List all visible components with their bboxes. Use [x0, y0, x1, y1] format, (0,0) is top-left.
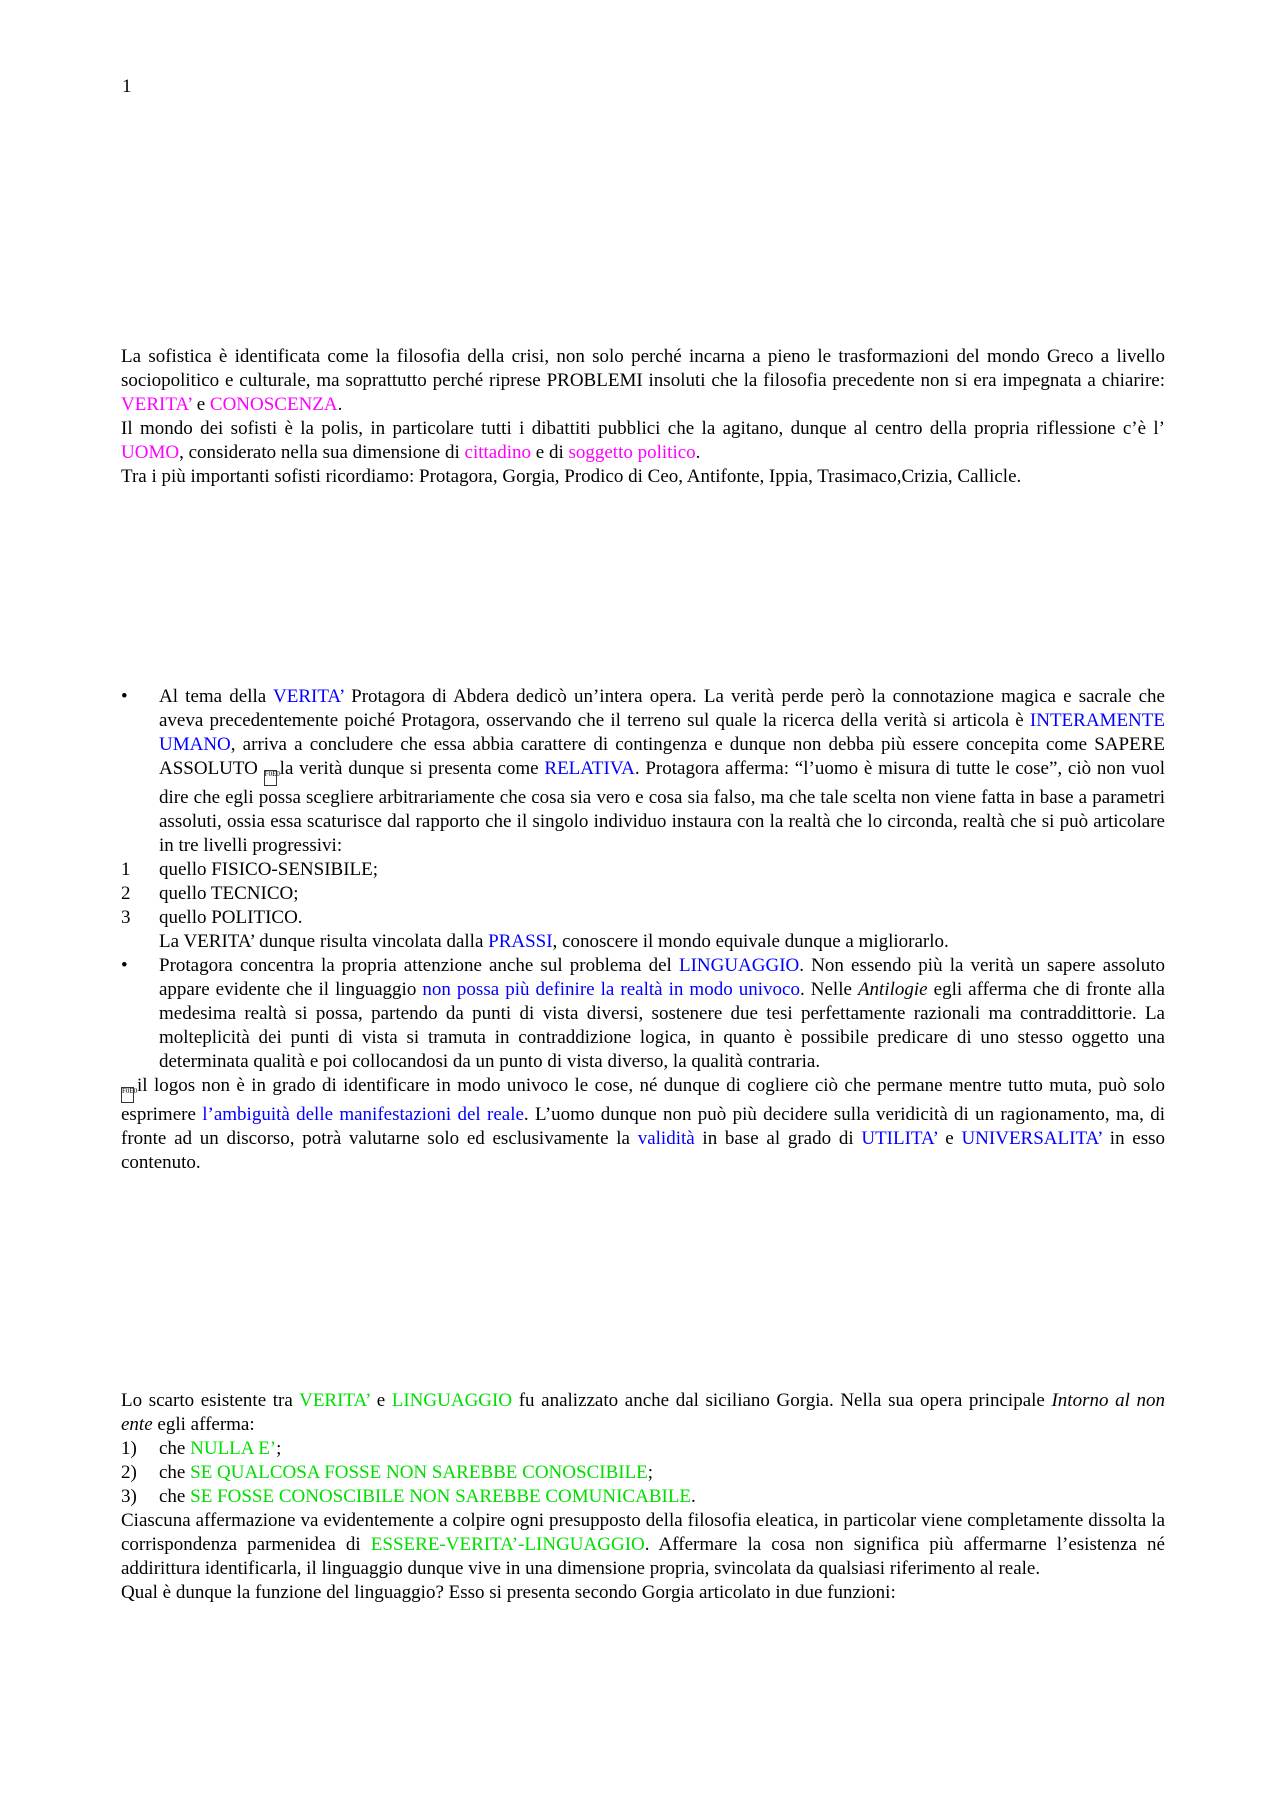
sofisti-list-paragraph: Tra i più importanti sofisti ricordiamo: Protagora, Gorgia, Prodico di Ceo, Antifonte, Ippia, Trasimaco,Crizia, Callicle. [121, 466, 1022, 487]
keyword-relativa: RELATIVA [544, 758, 635, 779]
list-item: 2 quello TECNICO; [121, 883, 299, 904]
keyword-essere-verita-linguaggio: ESSERE-VERITA’-LINGUAGGIO [370, 1534, 645, 1555]
arrow-symbol-icon: F0E0 [121, 1087, 134, 1103]
list-item: 3) che SE FOSSE CONOSCIBILE NON SAREBBE COMUNICABILE. [121, 1486, 696, 1507]
keyword-non-possa: non possa più definire la realtà in modo univoco [422, 979, 800, 1000]
keyword-ambiguita: l’ambiguità delle manifestazioni del reale [202, 1104, 524, 1125]
gorgia-section [121, 1389, 1165, 1605]
bullet-verita: • Al tema della VERITA’ Protagora di Abdera dedicò un’intera opera. La verità perde però la connotazione magica e sacrale che aveva precedentemente poiché Protagora, osservando che il terreno sul quale la ricerca della verità si articola è INTERAMENTE UMANO, arriva a concludere che essa abbia carattere di contingenza e dunque non debba più essere concepita come SAPERE ASSOLUTO F0E0la verità dunque si presenta come RELATIVA. Protagora afferma: “l’uomo è misura di tutte le cose”, ciò non vuol dire che egli possa scegliere arbitrariamente che cosa sia vero e cosa sia falso, ma che tale scelta non viene fatta in base a parametri assoluti, ossia essa scaturisce dal rapporto che il singolo individuo instaura con la realtà che lo circonda, realtà che si può articolare in tre livelli progressivi: [121, 686, 1165, 856]
eleatica-paragraph: Ciascuna affermazione va evidentemente a colpire ogni presupposto della filosofia eleatica, in particolar viene completamente dissolta la corrispondenza parmenidea di ESSERE-VERITA’-LINGUAGGIO. Affermare la cosa non significa più affermarne l’esistenza né addirittura identificarla, il linguaggio dunque vive in una dimensione propria, svincolata da qualsiasi riferimento al reale. [121, 1510, 1165, 1579]
keyword-verita: VERITA’ [121, 394, 192, 415]
funzione-paragraph: Qual è dunque la funzione del linguaggio? Esso si presenta secondo Gorgia articolato in due funzioni: [121, 1582, 896, 1603]
list-item: 1 quello FISICO-SENSIBILE; [121, 859, 379, 880]
bullet-marker: • [121, 686, 128, 707]
bullet-linguaggio: • Protagora concentra la propria attenzione anche sul problema del LINGUAGGIO. Non essendo più la verità un sapere assoluto appare evidente che il linguaggio non possa più definire la realtà in modo univoco. Nelle Antilogie egli afferma che di fronte alla medesima realtà si possa, partendo da punti di vista diversi, sostenere due tesi perfettamente razionali ma contraddittorie. La molteplicità dei punti di vista si tramuta in contraddizione logica, in quanto è possibile predicare di uno stesso oggetto una determinata qualità e poi collocandosi da un punto di vista diverso, la qualità contraria. [121, 955, 1165, 1072]
keyword-prassi: PRASSI [488, 931, 553, 952]
bullet-marker: • [121, 955, 128, 976]
list-item: 3 quello POLITICO. [121, 907, 303, 928]
logos-paragraph: F0E0il logos non è in grado di identificare in modo univoco le cose, né dunque di cogliere ciò che permane mentre tutto muta, può solo esprimere l’ambiguità delle manifestazioni del reale. L’uomo dunque non può più decidere sulla veridicità di un ragionamento, ma, di fronte ad un discorso, potrà valutarne solo ed esclusivamente la validità in base al grado di UTILITA’ e UNIVERSALITA’ in esso contenuto. [121, 1075, 1166, 1173]
page-number: 1 [122, 76, 132, 97]
list-item: 2) che SE QUALCOSA FOSSE NON SAREBBE CONOSCIBILE; [121, 1462, 654, 1483]
protagora-section [121, 685, 1165, 1175]
keyword-interamente-umano: INTERAMENTE UMANO [159, 710, 1165, 755]
polis-paragraph: Il mondo dei sofisti è la polis, in particolare tutti i dibattiti pubblici che la agitano, dunque al centro della propria riflessione c’è l’ UOMO, considerato nella sua dimensione di cittadino e di soggetto politico. [121, 418, 1165, 463]
keyword-universalita: UNIVERSALITA’ [961, 1128, 1103, 1149]
arrow-symbol-icon: F0E0 [264, 770, 277, 786]
title-antilogie: Antilogie [857, 979, 928, 1000]
keyword-uomo: UOMO [121, 442, 180, 463]
keyword-linguaggio: LINGUAGGIO [678, 955, 800, 976]
keyword-cittadino: cittadino [464, 442, 532, 463]
keyword-verita: VERITA’ [273, 686, 344, 707]
prassi-line: La VERITA’ dunque risulta vincolata dalla PRASSI, conoscere il mondo equivale dunque a migliorarlo. [159, 931, 949, 952]
intro-paragraph: La sofistica è identificata come la filosofia della crisi, non solo perché incarna a pieno le trasformazioni del mondo Greco a livello sociopolitico e culturale, ma soprattutto perché riprese PROBLEMI insoluti che la filosofia precedente non si era impegnata a chiarire: VERITA’ e CONOSCENZA. [121, 346, 1165, 415]
keyword-validita: validità [637, 1128, 695, 1149]
gorgia-intro-paragraph: Lo scarto esistente tra VERITA’ e LINGUAGGIO fu analizzato anche dal siciliano Gorgia. Nella sua opera principale Intorno al non ente egli afferma: [121, 1390, 1166, 1435]
keyword-conoscenza: CONOSCENZA [209, 394, 338, 415]
list-item: 1) che NULLA E’; [121, 1438, 282, 1459]
title-intorno-al-non-ente: Intorno al non ente [121, 1390, 1166, 1435]
keyword-linguaggio: LINGUAGGIO [391, 1390, 513, 1411]
intro-section [121, 345, 1165, 489]
keyword-utilita: UTILITA’ [861, 1128, 938, 1149]
keyword-soggetto-politico: soggetto politico [568, 442, 696, 463]
keyword-verita: VERITA’ [299, 1390, 371, 1411]
